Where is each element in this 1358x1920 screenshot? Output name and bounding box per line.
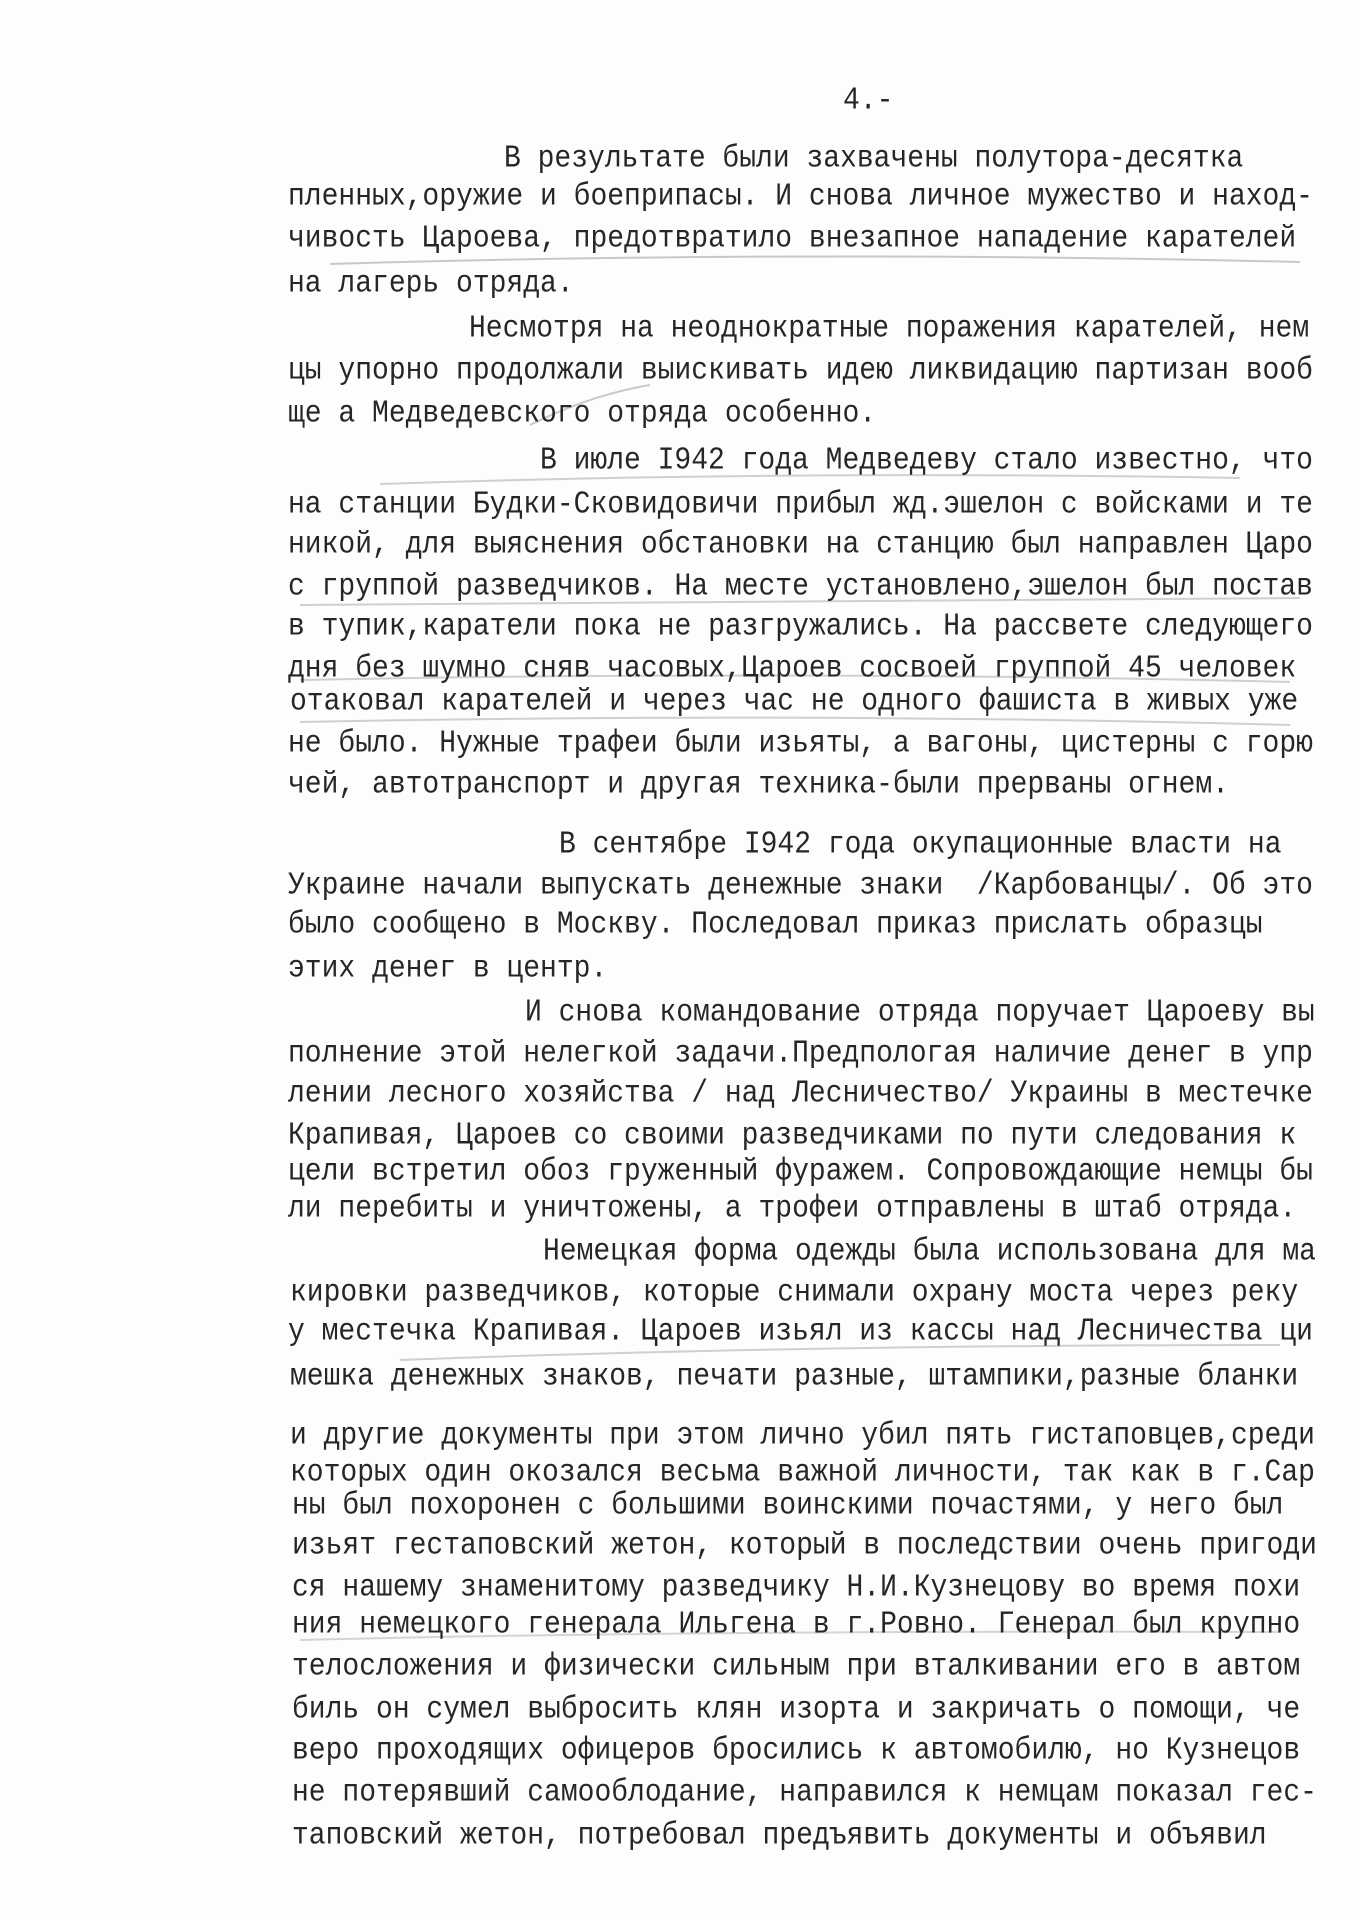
text-line: с группой разведчиков. На месте установлено,эшелон был постав [288,570,1313,605]
text-line: В июле I942 года Медведеву стало известно, что [540,444,1313,479]
text-line: полнение этой нелегкой задачи.Предпологая наличие денег в упр [288,1037,1313,1072]
text-line: этих денег в центр. [288,952,608,987]
text-line: в тупик,каратели пока не разгружались. На рассвете следующего [288,610,1313,645]
text-line: Крапивая, Цароев со своими разведчиками по пути следования к [288,1119,1297,1154]
text-line: цы упорно продолжали выискивать идею ликвидацию партизан вооб [288,354,1313,389]
text-line: Несмотря на неоднократные поражения карателей, нем [469,312,1310,347]
text-line: ли перебиты и уничтожены, а трофеи отправлены в штаб отряда. [288,1192,1297,1227]
text-line: Украине начали выпускать денежные знаки /Карбованцы/. Об это [288,869,1313,904]
text-line: и другие документы при этом лично убил пять гистаповцев,среди [290,1419,1315,1454]
text-line: у местечка Крапивая. Цароев изьял из кассы над Лесничества ци [288,1315,1313,1350]
text-line: кировки разведчиков, которые снимали охрану моста через реку [290,1276,1299,1311]
text-line: на станции Будки-Сковидовичи прибыл жд.эшелон с войсками и те [288,488,1313,523]
text-line: никой, для выяснения обстановки на станцию был направлен Царо [288,528,1313,563]
text-line: ния немецкого генерала Ильгена в г.Ровно. Генерал был крупно [292,1608,1301,1643]
text-line: отаковал карателей и через час не одного фашиста в живых уже [290,685,1299,720]
page-number: 4.- [843,84,894,119]
text-line: телосложения и физически сильным при вталкивании его в автом [292,1650,1301,1685]
text-line: Немецкая форма одежды была использована для ма [543,1235,1316,1270]
text-line: которых один окозался весьма важной личности, так как в г.Сар [290,1456,1315,1491]
text-line: В сентябре I942 года окупационные власти на [559,828,1282,863]
text-line: было сообщено в Москву. Последовал приказ прислать образцы [288,908,1263,943]
text-line: не было. Нужные трафеи были изьяты, а вагоны, цистерны с горю [288,727,1313,762]
text-line: И снова командование отряда поручает Цароеву вы [525,996,1315,1031]
text-line: таповский жетон, потребовал предъявить документы и объявил [292,1819,1267,1854]
text-line: лении лесного хозяйства / над Лесничество/ Украины в местечке [288,1077,1313,1112]
text-line: пленных,оружие и боеприпасы. И снова личное мужество и наход- [288,180,1313,215]
text-line: биль он сумел выбросить клян изорта и закричать о помощи, че [292,1693,1301,1728]
text-line: чей, автотранспорт и другая техника-были прерваны огнем. [288,768,1229,803]
text-line: на лагерь отряда. [288,267,574,302]
text-line: ще а Медведевского отряда особенно. [288,397,877,432]
text-line: цели встретил обоз груженный фуражем. Сопровождающие немцы бы [288,1155,1313,1190]
text-line: мешка денежных знаков, печати разные, штампики,разные бланки [290,1360,1299,1395]
text-line: ны был похоронен с большими воинскими почастями, у него был [292,1489,1284,1524]
text-line: изьят гестаповский жетон, который в последствии очень пригоди [292,1529,1317,1564]
text-line: В результате были захвачены полутора-десятка [504,142,1244,177]
text-line: веро проходящих офицеров бросились к автомобилю, но Кузнецов [292,1734,1301,1769]
text-line: не потерявший самооблодание, направился к немцам показал гес- [292,1776,1317,1811]
text-line: чивость Цароева, предотвратило внезапное нападение карателей [288,222,1297,257]
text-line: дня без шумно сняв часовых,Цароев сосвоей группой 45 человек [288,652,1297,687]
text-line: ся нашему знаменитому разведчику Н.И.Кузнецову во время похи [292,1571,1301,1606]
